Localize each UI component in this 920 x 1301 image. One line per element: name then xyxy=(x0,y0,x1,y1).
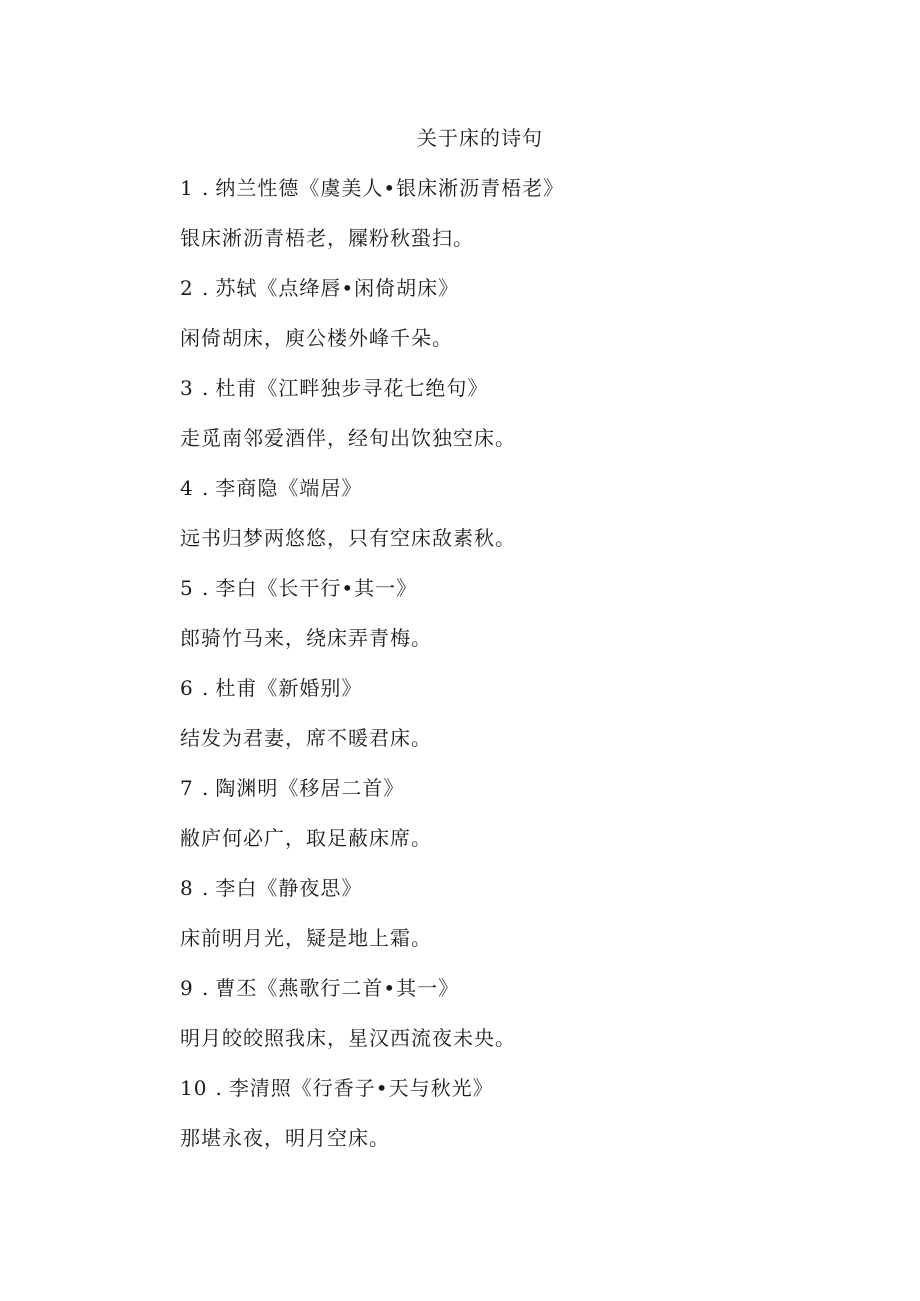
poem-list xyxy=(180,174,880,1174)
poem-number: 10 xyxy=(180,1076,208,1100)
poem-verse: 远书归梦两悠悠，只有空床敌素秋。 xyxy=(180,526,516,550)
number-separator: . xyxy=(202,776,210,800)
number-separator: . xyxy=(202,176,210,200)
poem-source: 陶渊明《移居二首》 xyxy=(215,776,405,800)
poem-source-line xyxy=(180,174,880,224)
number-separator: . xyxy=(202,676,210,700)
poem-source: 李白《静夜思》 xyxy=(215,876,363,900)
poem-verse: 床前明月光，疑是地上霜。 xyxy=(180,926,432,950)
number-separator: . xyxy=(202,476,210,500)
poem-source-line xyxy=(180,674,880,724)
poem-number: 6 xyxy=(180,676,194,700)
poem-number: 5 xyxy=(180,576,194,600)
poem-source: 杜甫《新婚别》 xyxy=(215,676,363,700)
poem-verse: 郎骑竹马来，绕床弄青梅。 xyxy=(180,626,432,650)
poem-source-line xyxy=(180,974,880,1024)
poem-verse: 走觅南邻爱酒伴，经旬出饮独空床。 xyxy=(180,426,516,450)
poem-source-line xyxy=(180,574,880,624)
poem-verse: 银床淅沥青梧老，屧粉秋蛩扫。 xyxy=(180,226,474,250)
poem-number: 9 xyxy=(180,976,194,1000)
number-separator: . xyxy=(202,876,210,900)
poem-number: 3 xyxy=(180,376,194,400)
poem-verse: 敝庐何必广，取足蔽床席。 xyxy=(180,826,432,850)
poem-source-line xyxy=(180,774,880,824)
poem-number: 2 xyxy=(180,276,194,300)
poem-source-line xyxy=(180,474,880,524)
poem-source-line xyxy=(180,874,880,924)
poem-verse: 闲倚胡床，庾公楼外峰千朵。 xyxy=(180,326,453,350)
number-separator: . xyxy=(202,976,210,1000)
poem-number: 7 xyxy=(180,776,194,800)
poem-number: 8 xyxy=(180,876,194,900)
poem-source-line xyxy=(180,1074,880,1124)
poem-source: 纳兰性德《虞美人•银床淅沥青梧老》 xyxy=(215,176,565,200)
poem-number: 1 xyxy=(180,176,194,200)
number-separator: . xyxy=(202,276,210,300)
document-title: 关于床的诗句 xyxy=(417,126,543,150)
poem-source: 杜甫《江畔独步寻花七绝句》 xyxy=(215,376,489,400)
poem-source: 李商隐《端居》 xyxy=(215,476,363,500)
poem-verse: 结发为君妻，席不暖君床。 xyxy=(180,726,432,750)
poem-source-line xyxy=(180,274,880,324)
poem-verse: 那堪永夜，明月空床。 xyxy=(180,1126,390,1150)
poem-number: 4 xyxy=(180,476,194,500)
number-separator: . xyxy=(202,576,210,600)
poem-source: 李清照《行香子•天与秋光》 xyxy=(228,1076,494,1100)
poem-source: 李白《长干行•其一》 xyxy=(215,576,418,600)
number-separator: . xyxy=(202,376,210,400)
poem-source: 曹丕《燕歌行二首•其一》 xyxy=(215,976,460,1000)
poem-verse: 明月皎皎照我床，星汉西流夜未央。 xyxy=(180,1026,516,1050)
poem-source: 苏轼《点绛唇•闲倚胡床》 xyxy=(215,276,460,300)
number-separator: . xyxy=(215,1076,223,1100)
poem-source-line xyxy=(180,374,880,424)
